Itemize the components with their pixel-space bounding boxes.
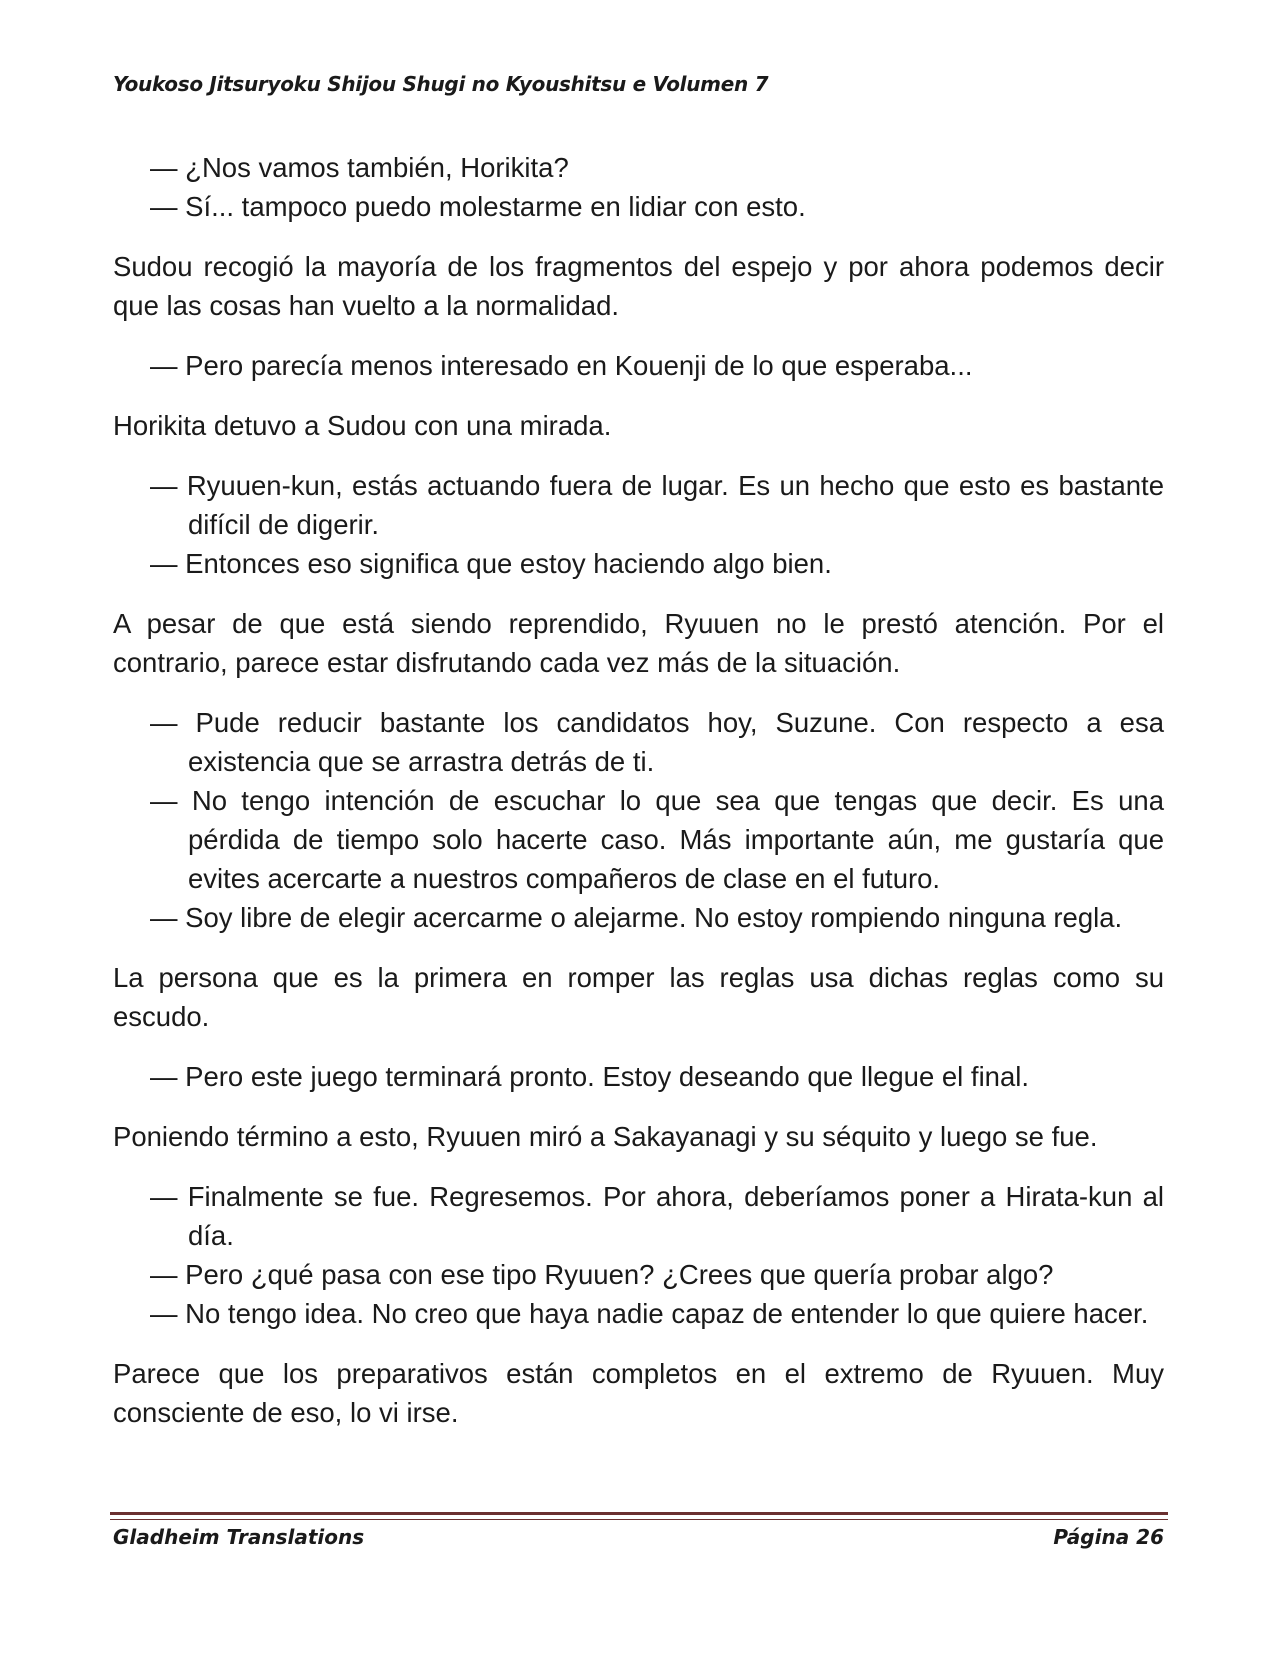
dialogue-line: — Entonces eso significa que estoy haciendo algo bien. [150, 548, 832, 579]
narration-paragraph: Poniendo término a esto, Ryuuen miró a Sakayanagi y su séquito y luego se fue. [113, 1121, 1098, 1152]
dialogue-group-3 [113, 466, 1164, 583]
narration-paragraph: Sudou recogió la mayoría de los fragmentos del espejo y por ahora podemos decir que las cosas han vuelto a la normalidad. [113, 251, 1164, 321]
dialogue-group-2 [113, 346, 1164, 385]
page-body [113, 148, 1164, 1453]
narration-paragraph: Horikita detuvo a Sudou con una mirada. [113, 410, 612, 441]
dialogue-line: — Pude reducir bastante los candidatos hoy, Suzune. Con respecto a esa existencia que se arrastra detrás de ti. [150, 707, 1164, 777]
dialogue-line: — Ryuuen-kun, estás actuando fuera de lugar. Es un hecho que esto es bastante difícil de digerir. [150, 470, 1164, 540]
dialogue-group-1 [113, 148, 1164, 226]
dialogue-group-5 [113, 1057, 1164, 1096]
narration-paragraph: Parece que los preparativos están completos en el extremo de Ryuuen. Muy consciente de eso, lo vi irse. [113, 1358, 1164, 1428]
footer-translator: Gladheim Translations [113, 1525, 365, 1549]
dialogue-line: — Pero parecía menos interesado en Kouenji de lo que esperaba... [150, 350, 973, 381]
narration-paragraph: A pesar de que está siendo reprendido, Ryuuen no le prestó atención. Por el contrario, parece estar disfrutando cada vez más de la situación. [113, 608, 1164, 678]
running-header-title: Youkoso Jitsuryoku Shijou Shugi no Kyoushitsu e Volumen 7 [113, 72, 769, 96]
footer-divider-thin [110, 1519, 1168, 1520]
dialogue-line: — Soy libre de elegir acercarme o alejarme. No estoy rompiendo ninguna regla. [150, 902, 1123, 933]
dialogue-line: — Pero ¿qué pasa con ese tipo Ryuuen? ¿Crees que quería probar algo? [150, 1259, 1054, 1290]
dialogue-line: — Pero este juego terminará pronto. Estoy deseando que llegue el final. [150, 1061, 1030, 1092]
dialogue-group-4 [113, 703, 1164, 937]
narration-paragraph: La persona que es la primera en romper las reglas usa dichas reglas como su escudo. [113, 962, 1164, 1032]
dialogue-line: — Sí... tampoco puedo molestarme en lidiar con esto. [150, 191, 806, 222]
dialogue-line: — No tengo idea. No creo que haya nadie capaz de entender lo que quiere hacer. [150, 1298, 1149, 1329]
dialogue-line: — Finalmente se fue. Regresemos. Por ahora, deberíamos poner a Hirata-kun al día. [150, 1181, 1164, 1251]
footer-page-number: Página 26 [1053, 1525, 1164, 1549]
dialogue-line: — ¿Nos vamos también, Horikita? [150, 152, 569, 183]
dialogue-line: — No tengo intención de escuchar lo que sea que tengas que decir. Es una pérdida de tiempo solo hacerte caso. Más importante aún, me gustaría que evites acercarte a nuestros compañeros de clase en el futuro. [150, 785, 1164, 894]
footer-divider [110, 1512, 1168, 1515]
dialogue-group-6 [113, 1177, 1164, 1333]
